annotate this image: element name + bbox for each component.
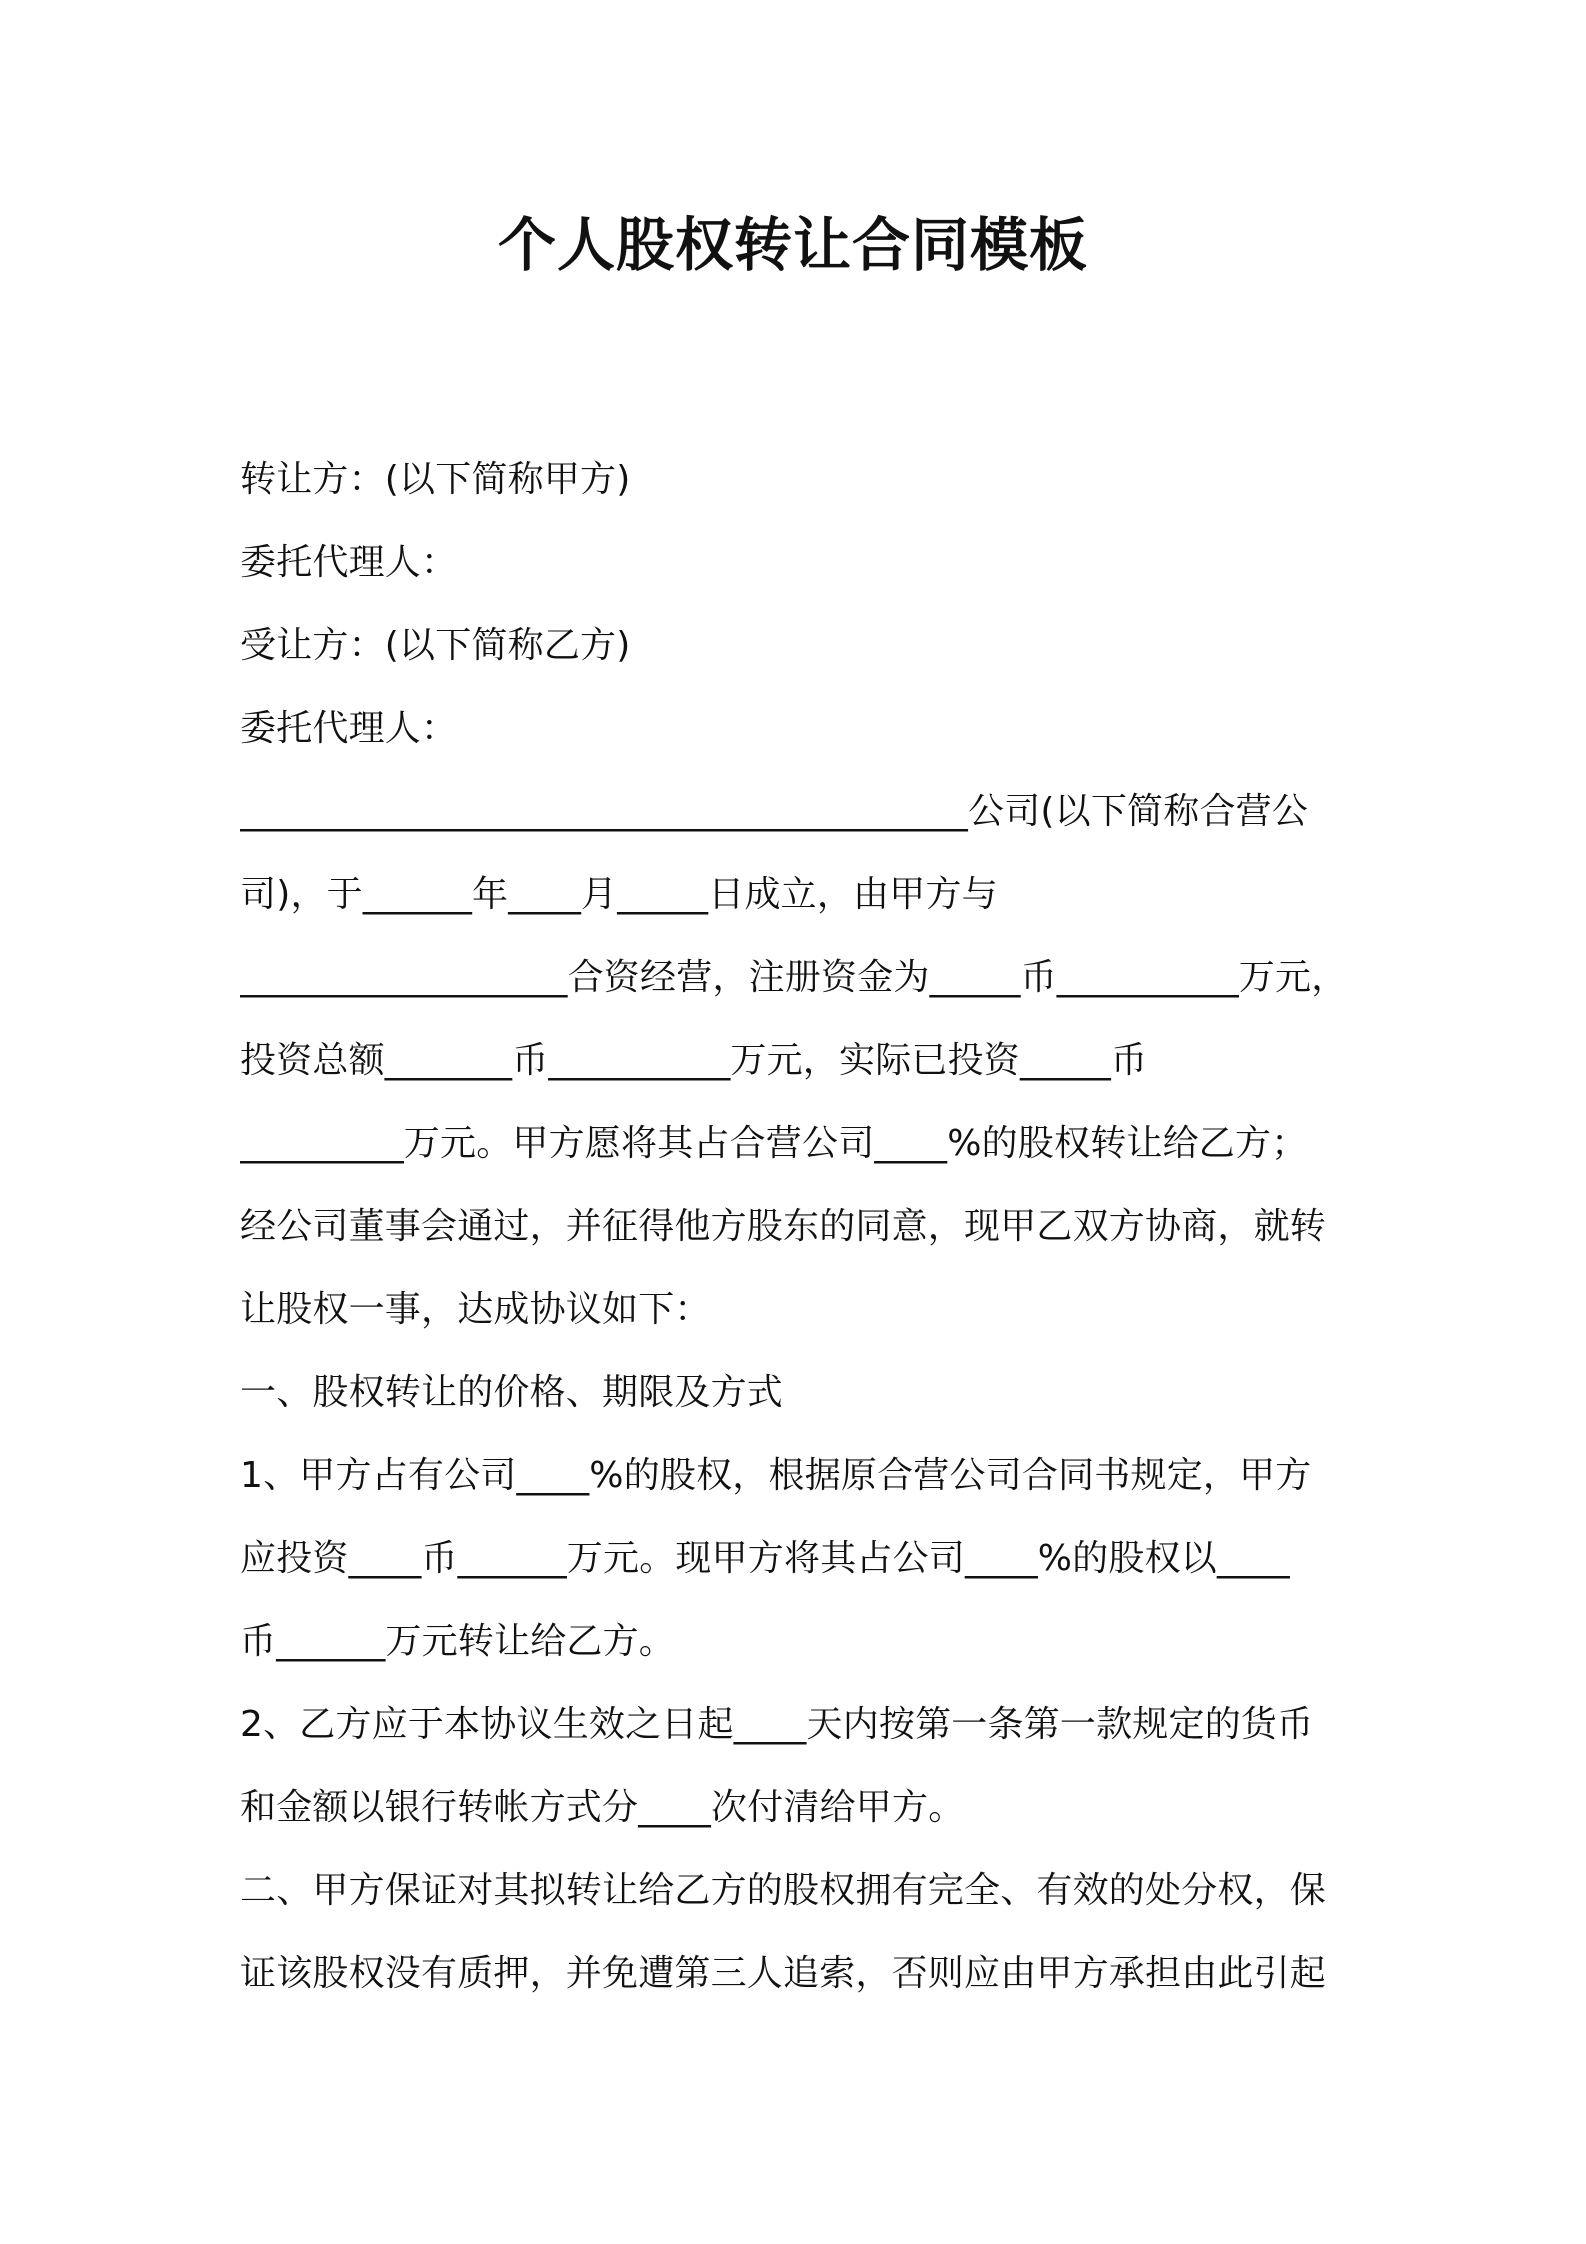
text-line: 2、乙方应于本协议生效之日起____天内按第一条第一款规定的货币 — [240, 1704, 1314, 1745]
text-line: _________万元。甲方愿将其占合营公司____%的股权转让给乙方； — [240, 1123, 1308, 1164]
document-body — [240, 438, 1360, 2015]
document-title: 个人股权转让合同模板 — [497, 211, 1088, 279]
text-line: 委托代理人： — [240, 542, 458, 583]
text-line: 经公司董事会通过，并征得他方股东的同意，现甲乙双方协商，就转 — [240, 1206, 1327, 1247]
text-line: 1、甲方占有公司____%的股权，根据原合营公司合同书规定，甲方 — [240, 1455, 1312, 1496]
text-line: 让股权一事，达成协议如下： — [240, 1289, 711, 1330]
text-line: ________________________________________公司(以下简称合营公 — [240, 791, 1309, 832]
section-heading: 二、甲方保证对其拟转让给乙方的股权拥有完全、有效的处分权，保 — [240, 1870, 1327, 1911]
text-line: 币______万元转让给乙方。 — [240, 1621, 676, 1662]
text-line: 受让方：(以下简称乙方) — [240, 625, 631, 666]
text-line: __________________合资经营，注册资金为_____币__________万元， — [240, 957, 1348, 998]
text-line: 委托代理人： — [240, 708, 458, 749]
text-line: 应投资____币______万元。现甲方将其占公司____%的股权以____ — [240, 1538, 1290, 1579]
text-line: 司)，于______年____月_____日成立，由甲方与 — [240, 874, 998, 915]
text-line: 转让方：(以下简称甲方) — [240, 459, 631, 500]
text-line: 投资总额_______币__________万元，实际已投资_____币 — [240, 1040, 1148, 1081]
section-heading: 一、股权转让的价格、期限及方式 — [240, 1372, 784, 1413]
text-line: 和金额以银行转帐方式分____次付清给甲方。 — [240, 1787, 965, 1828]
text-line: 证该股权没有质押，并免遭第三人追索，否则应由甲方承担由此引起 — [240, 1953, 1327, 1994]
